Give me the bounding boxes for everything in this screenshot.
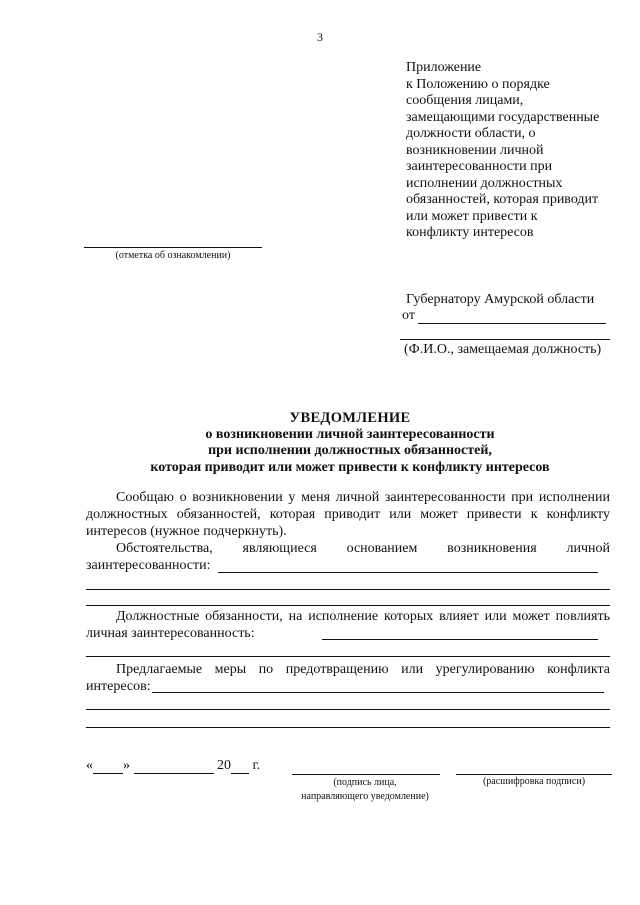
day-field[interactable] xyxy=(93,759,123,774)
date-close-quote: » xyxy=(123,758,130,773)
appendix-line: возникновении личной xyxy=(406,142,544,158)
measures-field-line[interactable] xyxy=(86,727,610,728)
paragraph-notification: Сообщаю о возникновении у меня личной заинтересованности при исполнении должностных обязанностей, которая приводит или может привести к конфликту интересов (нужное подчеркнуть). xyxy=(86,490,610,539)
from-name-field-line[interactable] xyxy=(418,323,606,324)
appendix-line: конфликту интересов xyxy=(406,225,534,240)
signature-caption-line: (подпись лица, xyxy=(333,777,397,788)
acknowledgement-label: (отметка об ознакомлении) xyxy=(115,250,231,261)
duties-field-line[interactable] xyxy=(86,656,610,657)
signature-caption-line: направляющего уведомление) xyxy=(301,791,429,802)
appendix-line: сообщения лицами, xyxy=(406,93,524,108)
signature-caption xyxy=(280,776,450,804)
date-open-quote: « xyxy=(86,758,93,773)
signature-decode-caption: (расшифровка подписи) xyxy=(482,776,586,787)
acknowledgement-line xyxy=(84,247,262,248)
circumstances-field-line[interactable] xyxy=(86,605,610,606)
paragraph-circumstances: Обстоятельства, являющиеся основанием возникновения личной заинтересованности: xyxy=(86,541,610,573)
measures-field-line[interactable] xyxy=(86,709,610,710)
addressee-from: от xyxy=(402,308,415,323)
signature-field-line[interactable] xyxy=(292,774,440,775)
circumstances-field-line[interactable] xyxy=(218,572,598,573)
month-field[interactable] xyxy=(134,759,214,774)
paragraph-measures: Предлагаемые меры по предотвращению или урегулированию конфликта интересов: xyxy=(86,662,610,694)
title-line: которая приводит или может привести к конфликту интересов xyxy=(150,459,550,475)
title-main: УВЕДОМЛЕНИЕ xyxy=(289,410,411,426)
signature-decode-field-line[interactable] xyxy=(456,774,612,775)
appendix-line: замещающими государственные xyxy=(406,109,600,125)
from-position-field-line[interactable] xyxy=(400,339,610,340)
circumstances-field-line[interactable] xyxy=(86,589,610,590)
appendix-line: заинтересованности при xyxy=(406,159,553,174)
measures-field-line[interactable] xyxy=(152,692,604,693)
appendix-line: обязанностей, которая приводит xyxy=(406,192,599,207)
appendix-line: должности области, о xyxy=(406,126,536,141)
document-title xyxy=(80,410,620,476)
page-number: 3 xyxy=(317,30,323,44)
appendix-line: к Положению о порядке xyxy=(406,76,550,92)
appendix-line: Приложение xyxy=(406,60,482,75)
date-row xyxy=(86,758,260,774)
paragraph-duties: Должностные обязанности, на исполнение которых влияет или может повлиять личная заинтересованность: xyxy=(86,609,610,641)
fio-label: (Ф.И.О., замещаемая должность) xyxy=(404,342,602,357)
year-suffix: г. xyxy=(252,758,261,773)
year-field[interactable] xyxy=(231,759,249,774)
appendix-reference xyxy=(406,60,621,242)
duties-field-line[interactable] xyxy=(322,639,598,640)
appendix-line: исполнении должностных xyxy=(406,175,563,191)
addressee-to: Губернатору Амурской области xyxy=(406,292,595,307)
title-line: о возникновении личной заинтересованности xyxy=(205,426,495,442)
title-line: при исполнении должностных обязанностей, xyxy=(208,443,492,458)
appendix-line: или может привести к xyxy=(406,208,538,224)
year-prefix: 20 xyxy=(217,758,231,773)
